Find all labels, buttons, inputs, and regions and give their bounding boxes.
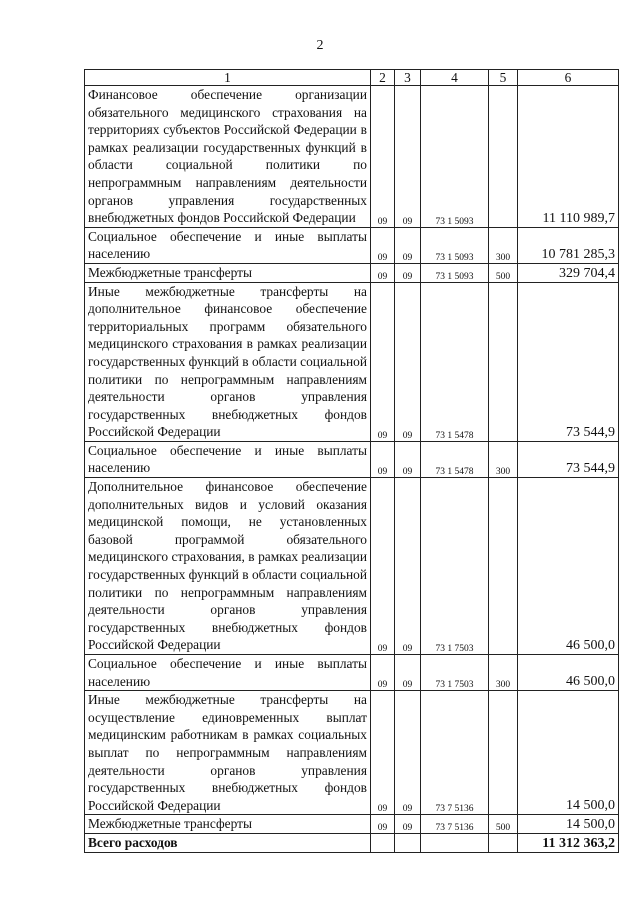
row-section: 09 — [371, 815, 395, 834]
row-section: 09 — [371, 655, 395, 691]
row-section: 09 — [371, 263, 395, 282]
row-expense-type — [489, 86, 518, 228]
row-amount: 46 500,0 — [518, 655, 619, 691]
row-amount: 11 110 989,7 — [518, 86, 619, 228]
row-target-article: 73 1 5093 — [421, 227, 489, 263]
row-name: Межбюджетные трансферты — [85, 263, 371, 282]
table-row — [85, 441, 619, 477]
row-amount: 10 781 285,3 — [518, 227, 619, 263]
table-row — [85, 263, 619, 282]
header-col-2: 2 — [371, 70, 395, 86]
table-row — [85, 655, 619, 691]
row-expense-type — [489, 282, 518, 441]
row-amount: 329 704,4 — [518, 263, 619, 282]
row-target-article: 73 1 5093 — [421, 263, 489, 282]
row-section: 09 — [371, 441, 395, 477]
page-number: 2 — [316, 38, 324, 53]
table-row — [85, 815, 619, 834]
table-row — [85, 86, 619, 228]
table-row — [85, 227, 619, 263]
total-row — [85, 833, 619, 852]
total-empty-cell — [371, 833, 395, 852]
expenditure-table — [84, 69, 619, 853]
row-target-article: 73 1 5478 — [421, 441, 489, 477]
row-name: Иные межбюджетные трансферты на дополнительное финансовое обеспечение территориальных программ обязательного медицинского страхования в рамках реализации государственных функций в области социальной политики по непрограммным направлениям деятельности органов управления государственных внебюджетных фондов Российской Федерации — [85, 282, 371, 441]
row-amount: 14 500,0 — [518, 815, 619, 834]
row-name: Социальное обеспечение и иные выплаты населению — [85, 655, 371, 691]
row-subsection: 09 — [395, 655, 421, 691]
header-col-1: 1 — [85, 70, 371, 86]
header-col-4: 4 — [421, 70, 489, 86]
total-amount: 11 312 363,2 — [518, 833, 619, 852]
row-amount: 73 544,9 — [518, 282, 619, 441]
row-target-article: 73 1 7503 — [421, 478, 489, 655]
row-subsection: 09 — [395, 478, 421, 655]
row-subsection: 09 — [395, 227, 421, 263]
row-target-article: 73 7 5136 — [421, 691, 489, 815]
header-row — [85, 70, 619, 86]
row-section: 09 — [371, 282, 395, 441]
row-name: Межбюджетные трансферты — [85, 815, 371, 834]
row-expense-type: 300 — [489, 441, 518, 477]
table-row — [85, 691, 619, 815]
header-col-6: 6 — [518, 70, 619, 86]
row-expense-type: 500 — [489, 263, 518, 282]
header-col-3: 3 — [395, 70, 421, 86]
row-expense-type — [489, 478, 518, 655]
row-subsection: 09 — [395, 282, 421, 441]
row-target-article: 73 1 5093 — [421, 86, 489, 228]
row-name: Иные межбюджетные трансферты на осуществление единовременных выплат медицинским работникам в рамках социальных выплат по непрограммным направлениям деятельности органов управления государственных внебюджетных фондов Российской Федерации — [85, 691, 371, 815]
row-target-article: 73 7 5136 — [421, 815, 489, 834]
row-name: Финансовое обеспечение организации обязательного медицинского страхования на территориях субъектов Российской Федерации в рамках реализации государственных функций в области социальной политики по непрограммным направлениям деятельности органов управления государственных внебюджетных фондов Российской Федерации — [85, 86, 371, 228]
row-target-article: 73 1 5478 — [421, 282, 489, 441]
row-target-article: 73 1 7503 — [421, 655, 489, 691]
row-amount: 73 544,9 — [518, 441, 619, 477]
total-label: Всего расходов — [85, 833, 371, 852]
total-empty-cell — [489, 833, 518, 852]
row-section: 09 — [371, 691, 395, 815]
row-expense-type: 300 — [489, 227, 518, 263]
row-name: Социальное обеспечение и иные выплаты населению — [85, 227, 371, 263]
row-amount: 46 500,0 — [518, 478, 619, 655]
row-amount: 14 500,0 — [518, 691, 619, 815]
row-section: 09 — [371, 478, 395, 655]
row-subsection: 09 — [395, 815, 421, 834]
row-name: Дополнительное финансовое обеспечение дополнительных видов и условий оказания медицинской помощи, не установленных базовой программой обязательного медицинского страхования, в рамках реализации государственных функций в области социальной политики по непрограммным направлениям деятельности органов управления государственных внебюджетных фондов Российской Федерации — [85, 478, 371, 655]
row-subsection: 09 — [395, 441, 421, 477]
row-subsection: 09 — [395, 86, 421, 228]
table-row — [85, 282, 619, 441]
header-col-5: 5 — [489, 70, 518, 86]
row-subsection: 09 — [395, 691, 421, 815]
row-section: 09 — [371, 227, 395, 263]
row-expense-type: 500 — [489, 815, 518, 834]
row-expense-type: 300 — [489, 655, 518, 691]
row-name: Социальное обеспечение и иные выплаты населению — [85, 441, 371, 477]
table-row — [85, 478, 619, 655]
row-section: 09 — [371, 86, 395, 228]
total-empty-cell — [395, 833, 421, 852]
total-empty-cell — [421, 833, 489, 852]
row-subsection: 09 — [395, 263, 421, 282]
row-expense-type — [489, 691, 518, 815]
